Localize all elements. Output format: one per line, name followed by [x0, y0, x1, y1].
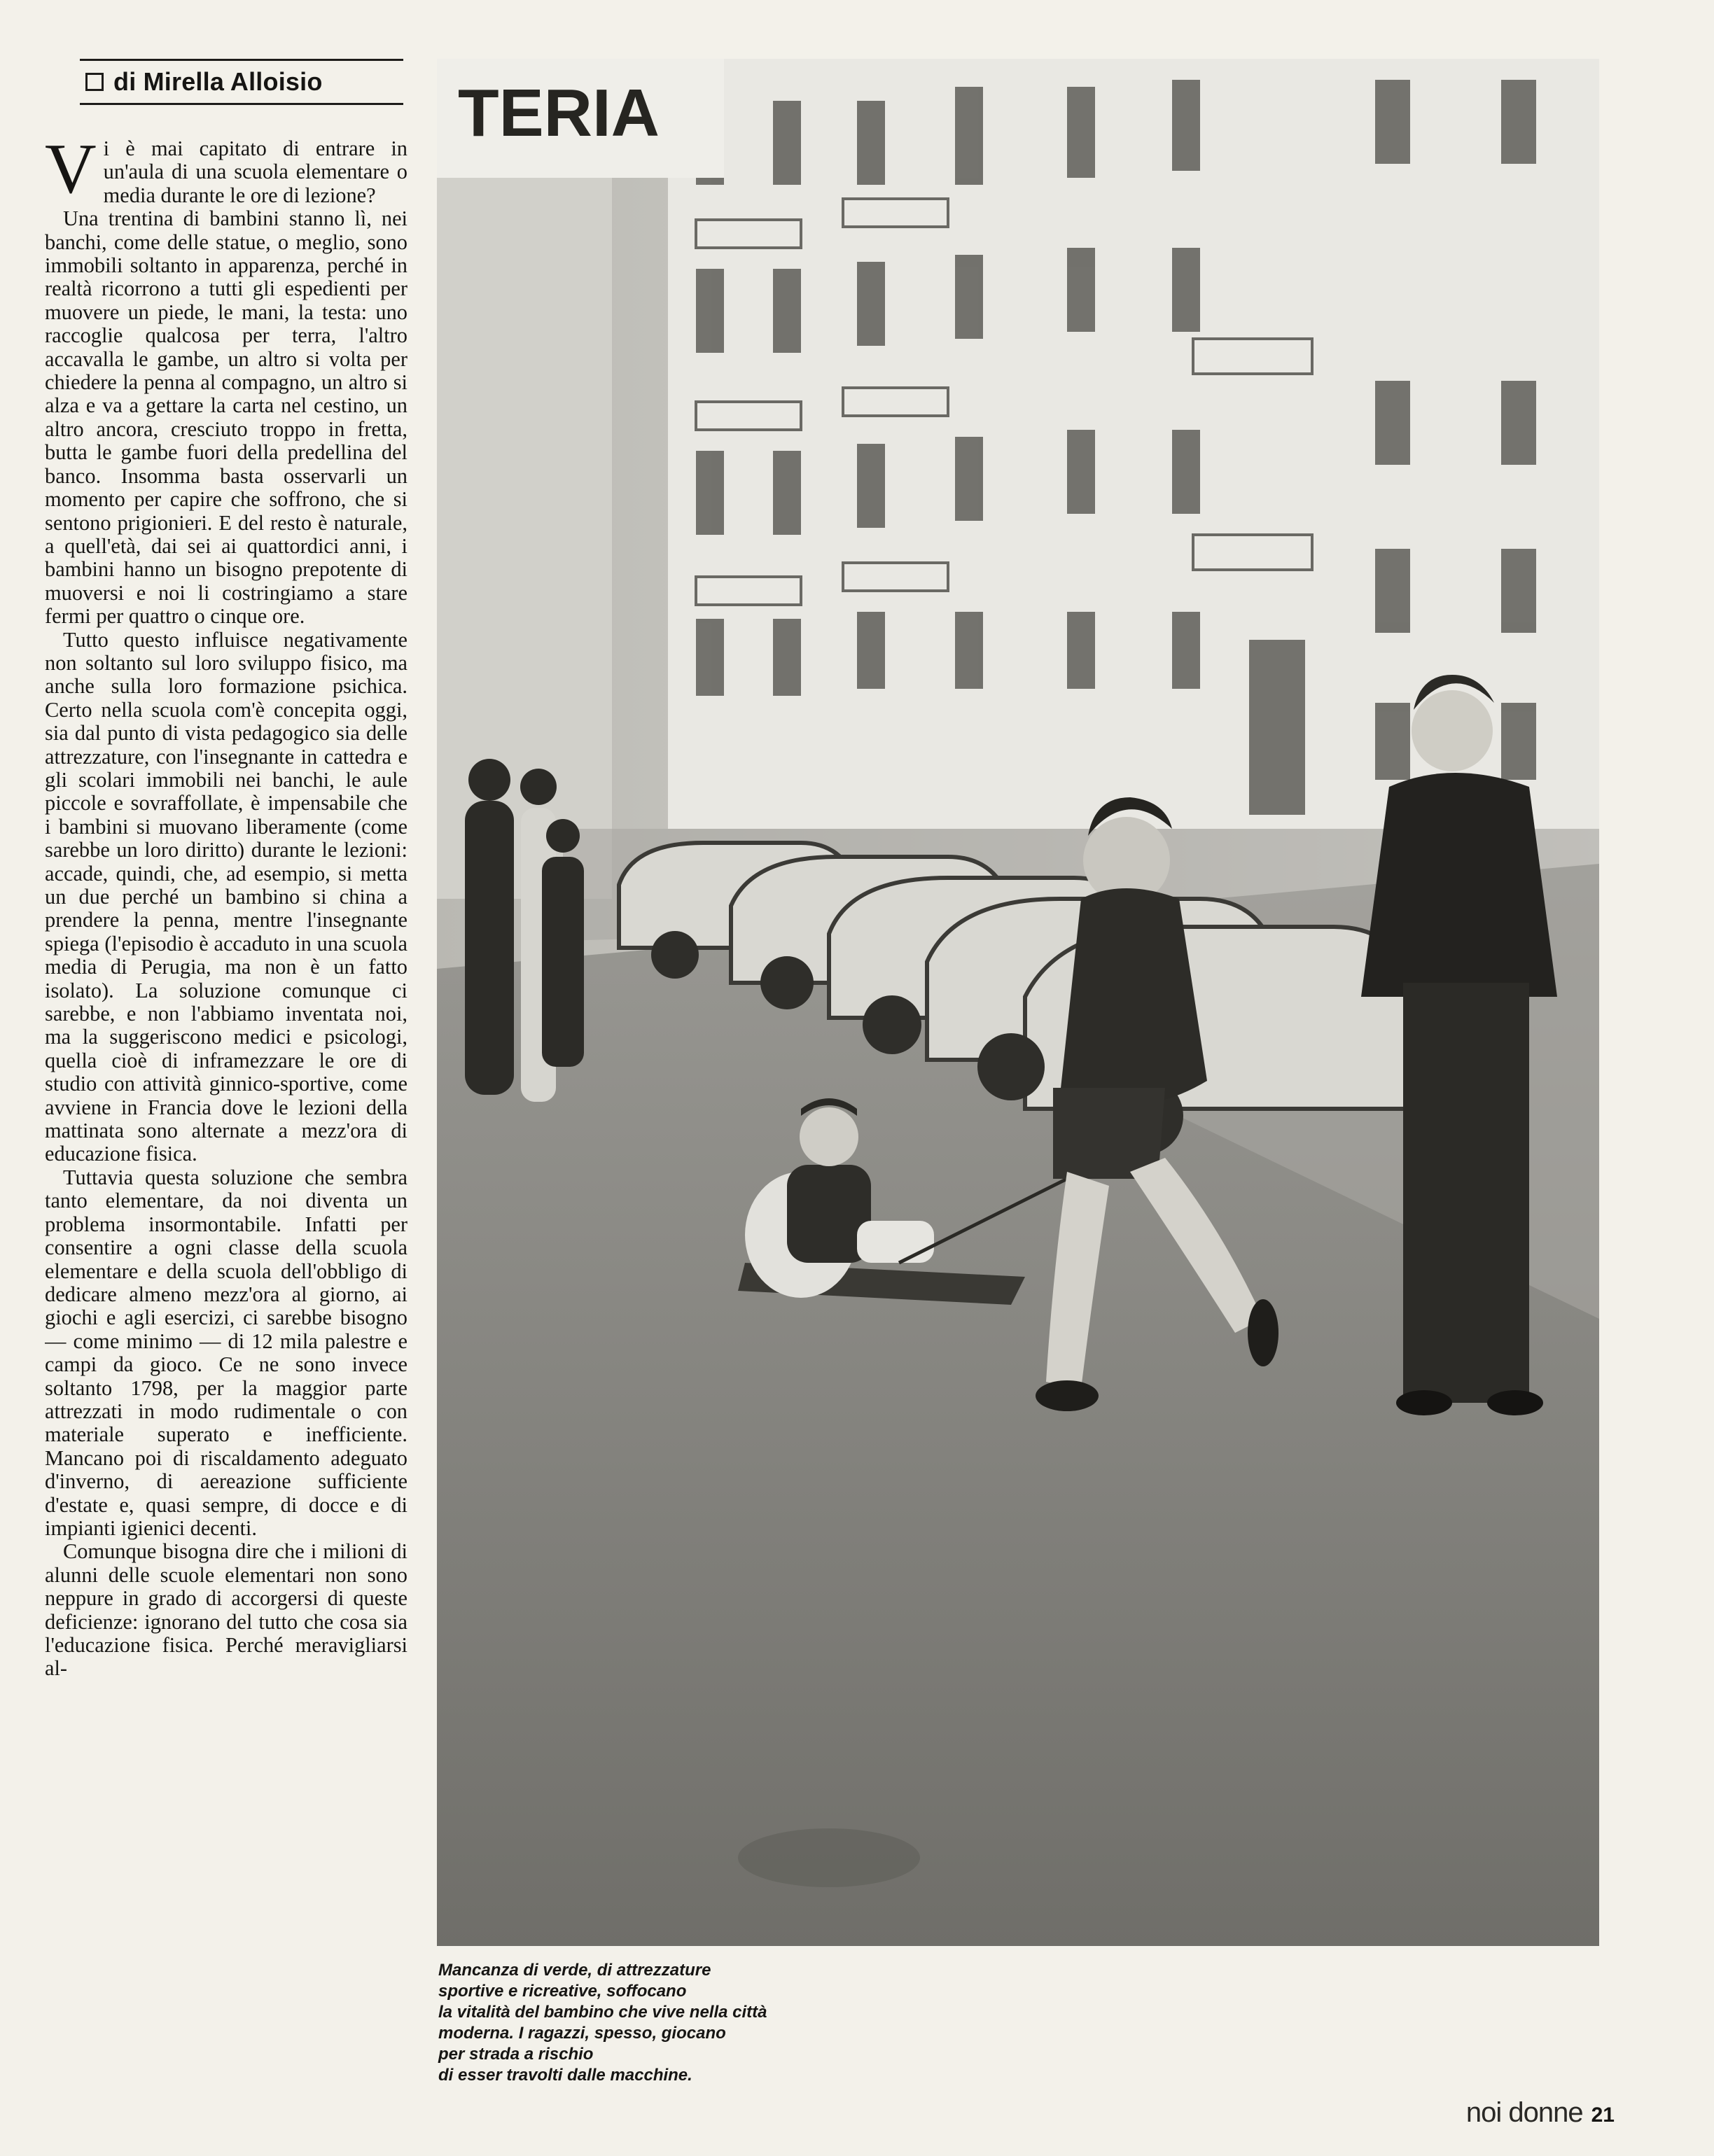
- caption-line: sportive e ricreative, soffocano: [438, 1982, 687, 2001]
- article-paragraph: Comunque bisogna dire che i milioni di alunni delle scuole elementari non sono neppure in grado di accorgersi di queste deficienze: ignorano del tutto che cosa sia l'educazione fisica. Perché meravigliarsi al-: [45, 1539, 407, 1681]
- article-column: [45, 137, 407, 2118]
- shop-sign-text: TERIA: [458, 76, 660, 150]
- caption-line: la vitalità del bambino che vive nella città: [438, 2003, 767, 2022]
- article-paragraph: [45, 137, 407, 207]
- photo-caption: [438, 1960, 886, 2086]
- article-paragraph: Tuttavia questa soluzione che sembra tanto elementare, da noi diventa un problema insormontabile. Infatti per consentire a ogni classe della scuola elementare e della scuola dell'obbligo di dedicare almeno mezz'ora al giorno, ai giochi e agli esercizi, ci sarebbe bisogno — come minimo — di 12 mila palestre e campi da gioco. Ce ne sono invece soltanto 1798, per la maggior parte attrezzati in modo rudimentale o con materiale superato e inefficiente. Mancano poi di riscaldamento adeguato d'inverno, di aereazione sufficiente d'estate e, quasi sempre, di docce e di impianti igienici decenti.: [45, 1165, 407, 1540]
- byline: [80, 59, 403, 105]
- caption-line: di esser travolti dalle macchine.: [438, 2066, 692, 2085]
- paragraph-text: i è mai capitato di entrare in un'aula di una scuola elementare o media durante le ore di lezione?: [103, 137, 407, 207]
- author-name: di Mirella Alloisio: [113, 67, 323, 96]
- caption-line: Mancanza di verde, di attrezzature: [438, 1961, 711, 1980]
- magazine-name: noi donne: [1465, 2097, 1583, 2128]
- square-bullet-icon: [85, 73, 104, 91]
- article-paragraph: Una trentina di bambini stanno lì, nei banchi, come delle statue, o meglio, sono immobili soltanto in apparenza, perché in realtà ricorrono a tutti gli espedienti per muovere un piede, le mani, la testa: uno raccoglie qualcosa per terra, l'altro accavalla le gambe, un altro si volta per chiedere la penna al compagno, un altro si alza e va a gettare la carta nel cestino, un altro ancora, cresciuto troppo in fretta, butta le gambe fuori della predellina del banco. Insomma basta osservarli un momento per capire che soffrono, che si sentono prigionieri. E del resto è naturale, a quell'età, dai sei ai quattordici anni, i bambini hanno un bisogno prepotente di muoversi e noi li costringiamo a stare fermi per quattro o cinque ore.: [45, 206, 407, 629]
- page-number: 21: [1591, 2104, 1615, 2127]
- page-footer: [1466, 2097, 1615, 2129]
- street-photograph: [437, 59, 1599, 1946]
- caption-line: per strada a rischio: [438, 2045, 594, 2064]
- article-paragraph: Tutto questo influisce negativamente non soltanto sul loro sviluppo fisico, ma anche sulla loro formazione psichica. Certo nella scuola com'è concepita oggi, sia dal punto di vista pedagogico sia delle attrezzature, con l'insegnante in cattedra e gli scolari immobili nei banchi, le aule piccole e sovraffollate, è impensabile che i bambini si muovano liberamente (come sarebbe un loro diritto) durante le lezioni: accade, quindi, che, ad esempio, si metta un due perché un bambino si china a prendere la penna, mentre l'insegnante spiega (l'episodio è accaduto in una scuola media di Perugia, ma non è un fatto isolato). La soluzione comunque ci sarebbe, e non l'abbiamo inventata noi, ma la suggeriscono medici e psicologi, quella cioè di inframezzare le ore di studio con attività ginnico-sportive, come avviene in Francia dove le lezioni della mattinata sono alternate a mezz'ora di educazione fisica.: [45, 627, 407, 1166]
- drop-cap: V: [45, 137, 97, 209]
- caption-line: moderna. I ragazzi, spesso, giocano: [438, 2024, 726, 2043]
